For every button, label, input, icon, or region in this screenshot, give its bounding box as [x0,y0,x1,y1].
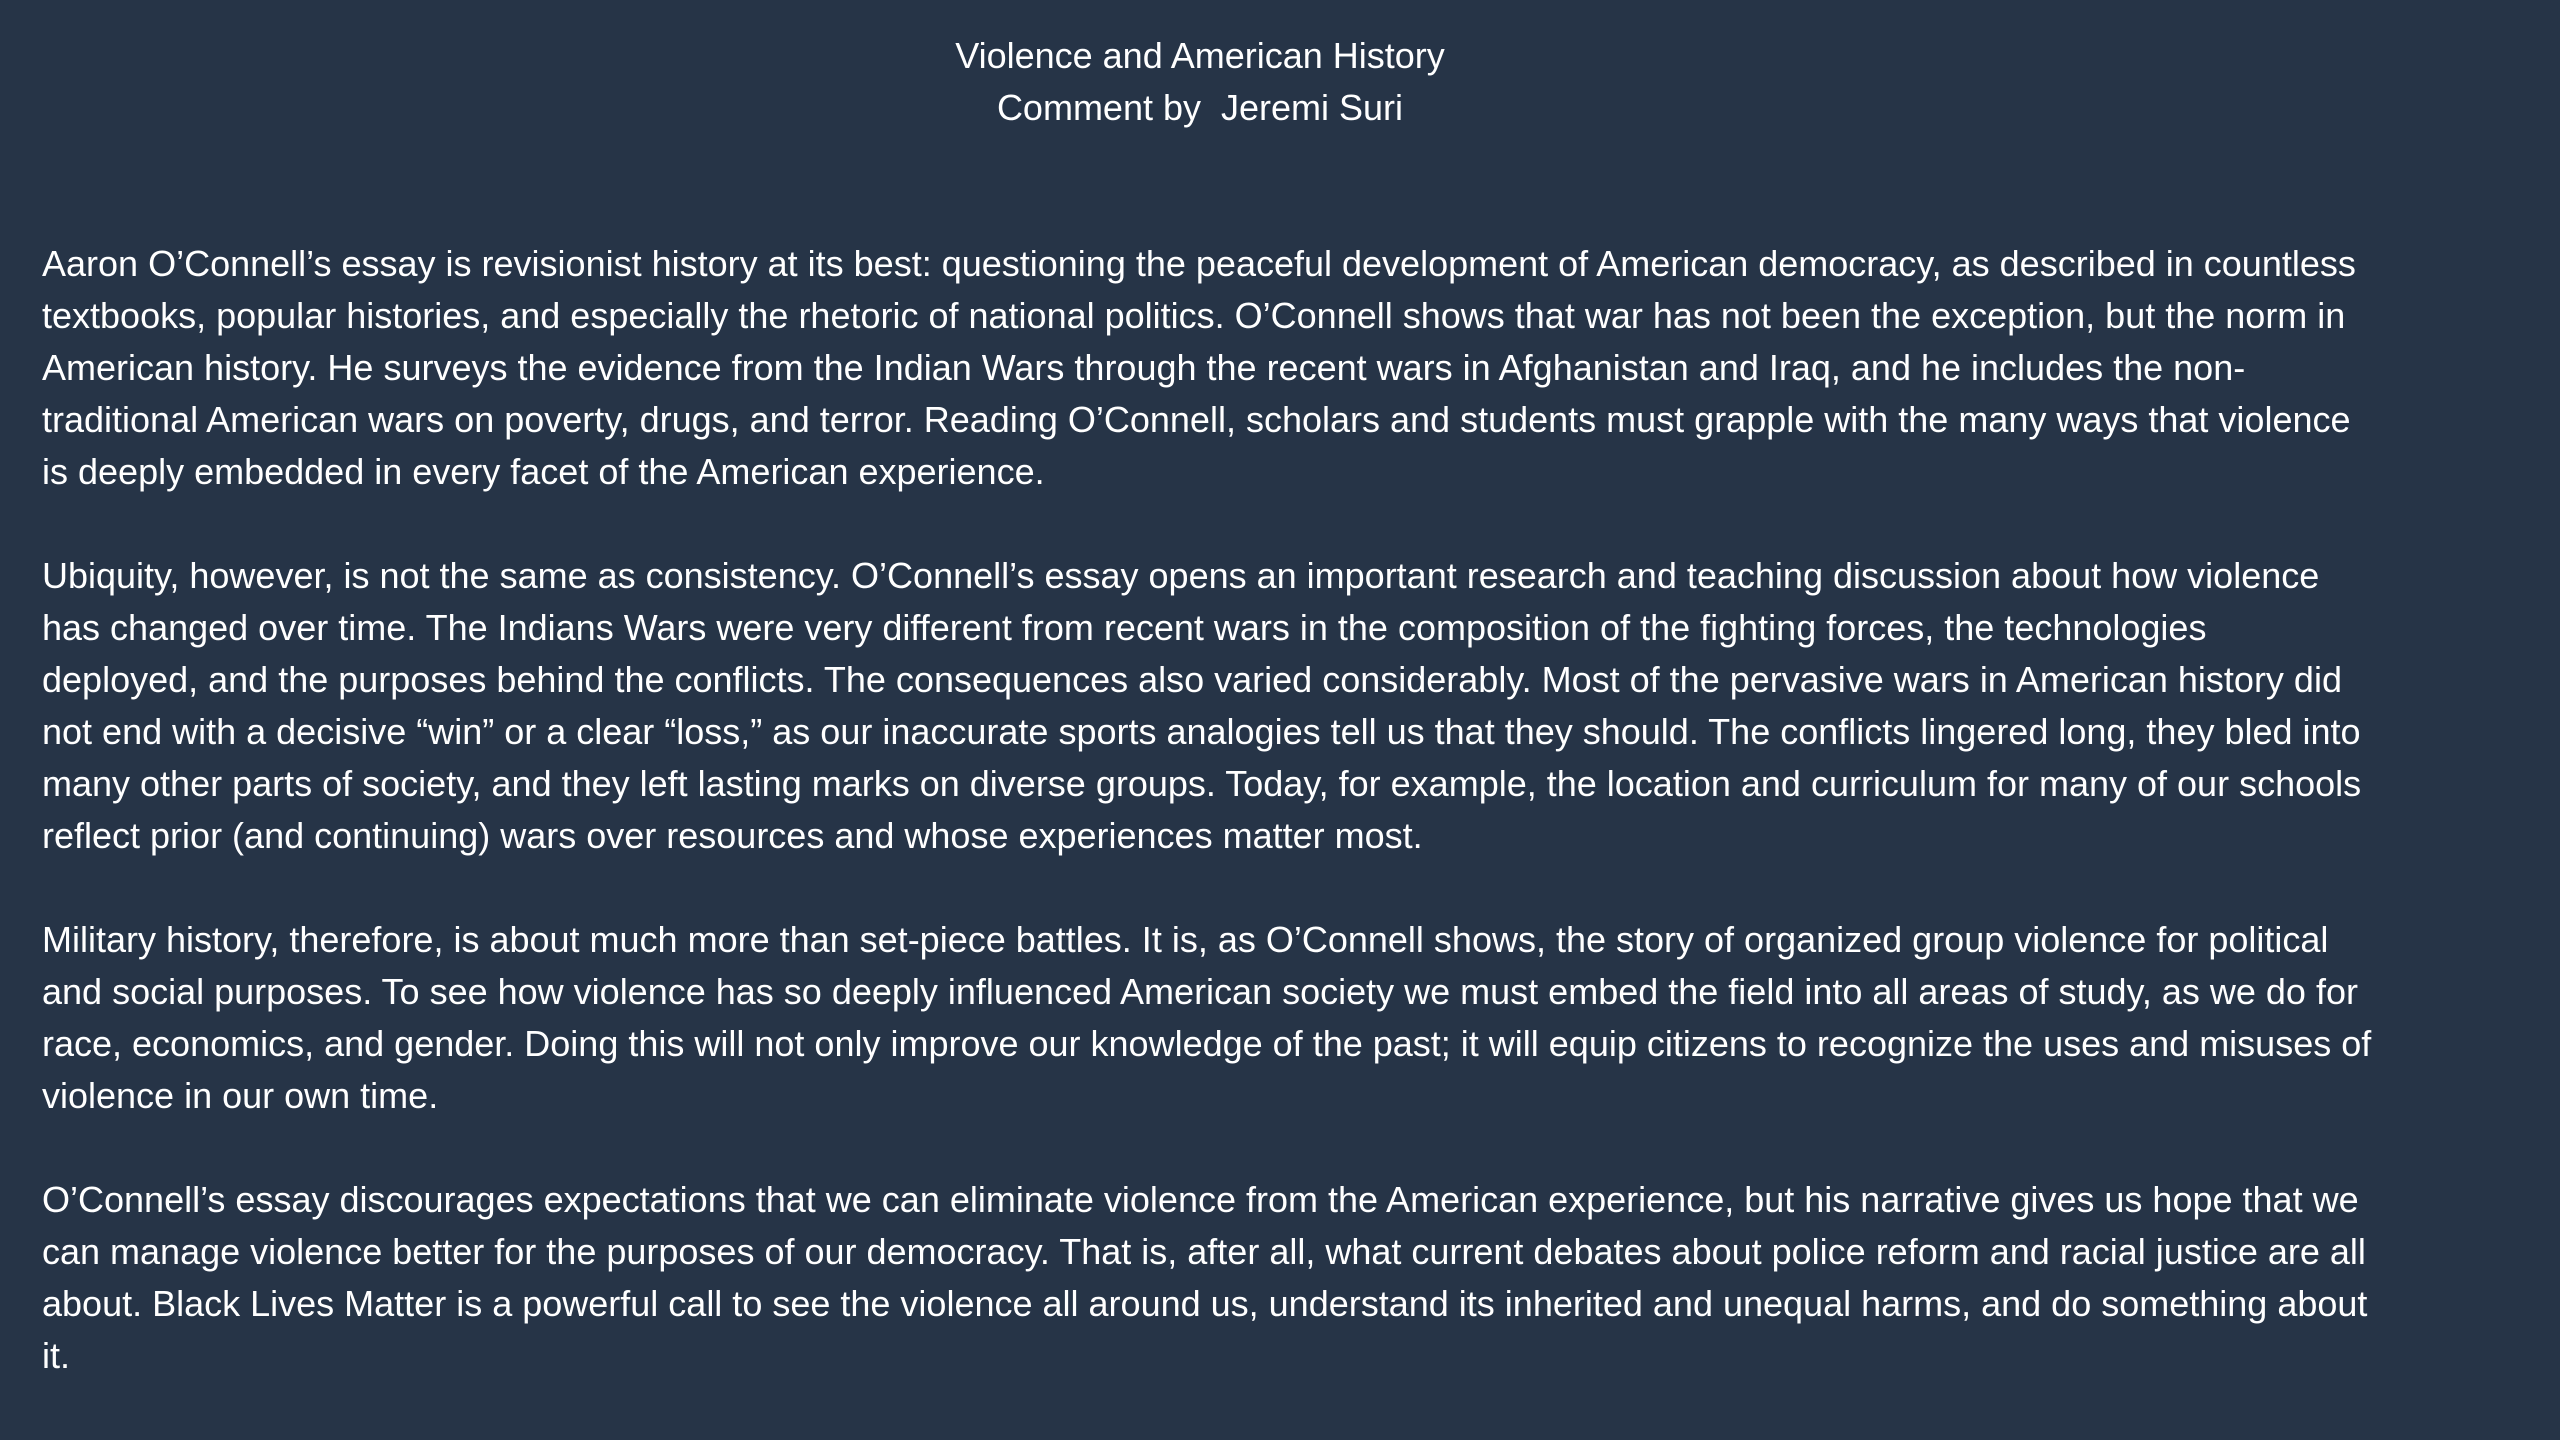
document-byline: Comment by Jeremi Suri [996,87,1404,128]
paragraph-2: Ubiquity, however, is not the same as consistency. O’Connell’s essay opens an important research and teaching discussion about how violence has changed over time. The Indians Wars were very different from recent wars in the composition of the fighting forces, the technologies deployed, and the purposes behind the conflicts. The consequences also varied considerably. Most of the pervasive wars in American history did not end with a decisive “win” or a clear “loss,” as our inaccurate sports analogies tell us that they should. The conflicts lingered long, they bled into many other parts of society, and they left lasting marks on diverse groups. Today, for example, the location and curriculum for many of our schools reflect prior (and continuing) wars over resources and whose experiences matter most. [42,555,2362,856]
paragraph-4: O’Connell’s essay discourages expectations that we can eliminate violence from the American experience, but his narrative gives us hope that we can manage violence better for the purposes of our democracy. That is, after all, what current debates about police reform and racial justice are all about. Black Lives Matter is a powerful call to see the violence all around us, understand its inherited and unequal harms, and do something about it. [42,1179,2368,1376]
document-header [0,30,2400,134]
document-title: Violence and American History [955,35,1445,76]
document-body [42,238,2372,1382]
paragraph-1: Aaron O’Connell’s essay is revisionist history at its best: questioning the peaceful development of American democracy, as described in countless textbooks, popular histories, and especially the rhetoric of national politics. O’Connell shows that war has not been the exception, but the norm in American history. He surveys the evidence from the Indian Wars through the recent wars in Afghanistan and Iraq, and he includes the non-traditional American wars on poverty, drugs, and terror. Reading O’Connell, scholars and students must grapple with the many ways that violence is deeply embedded in every facet of the American experience. [42,243,2356,492]
paragraph-3: Military history, therefore, is about much more than set-piece battles. It is, as O’Connell shows, the story of organized group violence for political and social purposes. To see how violence has so deeply influenced American society we must embed the field into all areas of study, as we do for race, economics, and gender. Doing this will not only improve our knowledge of the past; it will equip citizens to recognize the uses and misuses of violence in our own time. [42,919,2372,1116]
